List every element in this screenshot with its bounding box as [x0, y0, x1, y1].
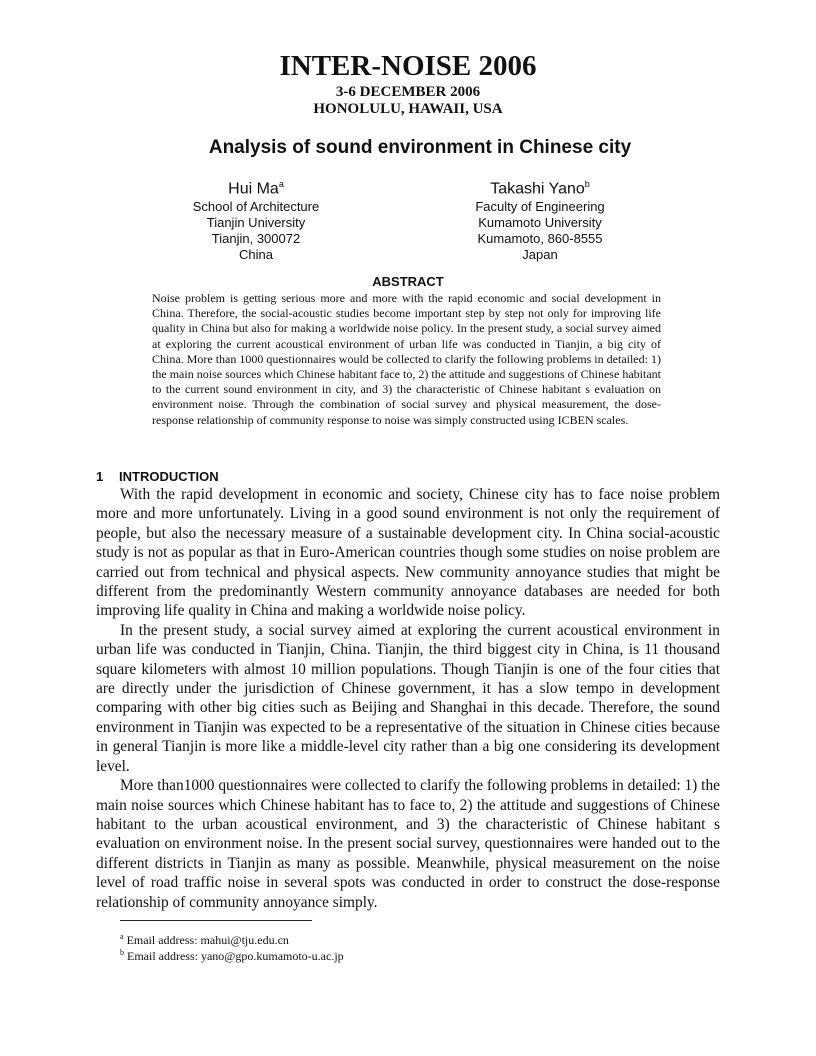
paper-title: Analysis of sound environment in Chinese city [208, 137, 632, 158]
affiliation-line: Tianjin, 300072 [211, 231, 301, 247]
author-block-1 [156, 174, 356, 263]
footnote-email: Email address: yano@gpo.kumamoto-u.ac.jp [127, 949, 344, 963]
paragraph: More than1000 questionnaires were collected to clarify the following problems in detailed: 1) the main noise sources which Chinese habitant has to face to, 2) the attitude and suggestions of Chinese habitant to the urban acoustical environment, and 3) the characteristic of Chinese habitant s evaluation on environment noise. In the present social survey, questionnaires were handed out to the different districts in Tianjin as many as possible. Meanwhile, physical measurement on the noise level of road traffic noise in several spots was conducted in order to construct the dose-response relationship of community annoyance simply. [96, 777, 720, 911]
affiliation-line: Japan [522, 247, 558, 263]
affiliation-line: Kumamoto University [478, 215, 602, 231]
affiliation-line: School of Architecture [192, 199, 320, 215]
conference-location: HONOLULU, HAWAII, USA [313, 101, 503, 117]
paragraph: In the present study, a social survey aimed at exploring the current acoustical environment in urban life was conducted in Tianjin, China. Tianjin, the third biggest city in China, is 11 thousand square kilometers with almost 10 million populations. Though Tianjin is one of the four cities that are directly under the jurisdiction of Chinese government, it has a slow tempo in development comparing with other big cities such as Beijing and Shanghai in this decade. Therefore, the sound environment in Tianjin was expected to be a representative of the situation in Chinese cities because in general Tianjin is more like a middle-level city rather than a big one considering its development level. [96, 621, 720, 775]
author-name: Hui Ma$^a$ [228, 179, 284, 198]
section-heading [96, 469, 219, 484]
footnote-mark: a [120, 932, 124, 941]
footnote-divider [120, 920, 312, 921]
introduction-body [96, 485, 720, 912]
paragraph: With the rapid development in economic and society, Chinese city has to face noise problem more and more unfortunately. Living in a good sound environment is not only the requirement of people, but also the necessary measure of a sustainable development city. In China social-acoustic study is not as popular as that in Euro-American countries though some studies on noise problem are carried out from technical and physical aspects. New community annoyance studies that might be different from the predominantly Western community annoyance databases are needed for both improving life quality in China and making a worldwide noise policy. [96, 486, 720, 620]
affiliation-line: Tianjin University [206, 215, 306, 231]
abstract-heading: ABSTRACT [372, 274, 444, 289]
footnote-mark: b [120, 948, 124, 957]
author-mark: a [278, 179, 284, 189]
abstract-text: Noise problem is getting serious more and more with the rapid economic and social development in China. Therefore, the social-acoustic studies become important step by step not only for improving life quality in China but also for making a worldwide noise policy. In the present study, a social survey aimed at exploring the current acoustical environment of urban life was conducted in Tianjin, a big city of China. More than 1000 questionnaires would be collected to clarify the following problems in detailed: 1) the main noise sources which Chinese habitant face to, 2) the attitude and suggestions of Chinese habitant to the current sound environment in city, and 3) the characteristic of Chinese habitant s evaluation on environment noise. Through the combination of social survey and physical measurement, the dose-response relationship of community response to noise was simply constructed using ICBEN scales. [152, 291, 661, 427]
footnote-email: Email address: mahui@tju.edu.cn [126, 933, 289, 947]
author-mark: b [584, 179, 590, 189]
conference-title: INTER-NOISE 2006 [279, 50, 537, 82]
affiliation-line: Faculty of Engineering [475, 199, 605, 215]
footnote [120, 945, 344, 964]
author-name: Takashi Yano$^b$ [490, 179, 590, 198]
author-block-2 [440, 174, 640, 263]
affiliation-line: Kumamoto, 860-8555 [477, 231, 603, 247]
conference-dates: 3-6 DECEMBER 2006 [335, 84, 481, 100]
section-title: INTRODUCTION [119, 469, 219, 484]
section-number: 1 [96, 469, 104, 484]
affiliation-line: China [239, 247, 273, 263]
